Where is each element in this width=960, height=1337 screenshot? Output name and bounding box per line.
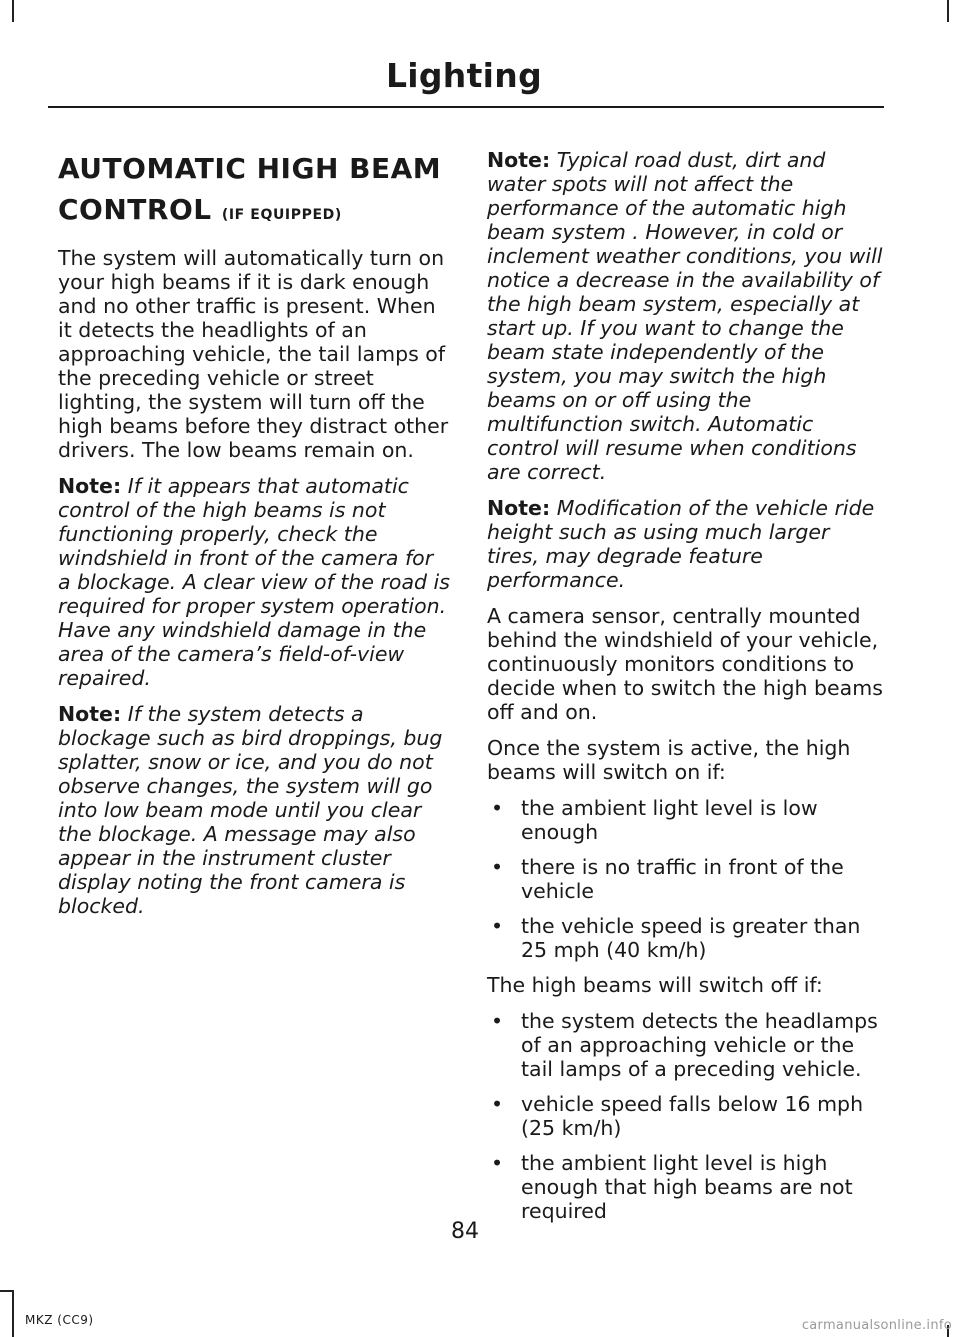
crop-mark-bottom-left	[12, 1290, 14, 1337]
right-column	[487, 148, 883, 1234]
note-label: Note:	[58, 474, 122, 498]
bullet-icon: •	[491, 914, 504, 938]
note-text: If the system detects a blockage such as bird droppings, bug splatter, snow or ice, and you do not observe changes, the system will go into low beam mode until you clear the blockage. A message may also appear in the instrument cluster display noting the front camera is blocked.	[58, 702, 443, 918]
list-item-text: the vehicle speed is greater than 25 mph (40 km/h)	[521, 914, 861, 962]
note-ride-height	[487, 496, 883, 592]
note-label: Note:	[58, 702, 122, 726]
footer-model-code: MKZ (CC9)	[25, 1313, 94, 1327]
note-label: Note:	[487, 496, 551, 520]
feature-heading	[58, 148, 450, 236]
switch-off-conditions	[487, 1009, 883, 1223]
watermark[interactable]: carmanualsonline.info	[801, 1318, 952, 1333]
switch-on-intro: Once the system is active, the high beams will switch on if:	[487, 736, 851, 784]
list-item-text: there is no traffic in front of the vehicle	[521, 855, 844, 903]
list-item	[487, 855, 883, 903]
header-divider	[48, 106, 884, 108]
note-text: If it appears that automatic control of the high beams is not functioning properly, check the windshield in front of the camera for a blockage. A clear view of the road is required for proper system operation. Have any windshield damage in the area of the camera’s field-of-view repaired.	[58, 474, 450, 690]
list-item-text: the ambient light level is low enough	[521, 796, 818, 844]
feature-heading-text: AUTOMATIC HIGH BEAM CONTROL	[58, 152, 442, 226]
note-label: Note:	[487, 148, 551, 172]
bullet-icon: •	[491, 855, 504, 879]
list-item-text: the system detects the headlamps of an approaching vehicle or the tail lamps of a preceding vehicle.	[521, 1009, 878, 1081]
note-text: Typical road dust, dirt and water spots will not affect the performance of the automatic high beam system . However, in cold or inclement weather conditions, you will notice a decrease in the availability of the high beam system, especially at start up. If you want to change the beam state independently of the system, you may switch the high beams on or off using the multifunction switch. Automatic control will resume when conditions are correct.	[487, 148, 883, 484]
bullet-icon: •	[491, 796, 504, 820]
section-title: Lighting	[385, 56, 542, 95]
list-item	[487, 914, 883, 962]
list-item	[487, 1151, 883, 1223]
feature-heading-suffix: (IF EQUIPPED)	[221, 207, 342, 223]
list-item	[487, 1092, 883, 1140]
list-item-text: the ambient light level is high enough that high beams are not required	[521, 1151, 853, 1223]
crop-mark-top-right	[947, 0, 949, 22]
bullet-icon: •	[491, 1009, 504, 1033]
intro-paragraph: The system will automatically turn on your high beams if it is dark enough and no other traffic is present. When it detects the headlights of an approaching vehicle, the tail lamps of the preceding vehicle or street lighting, the system will turn off the high beams before they distract other drivers. The low beams remain on.	[58, 246, 449, 462]
switch-off-intro: The high beams will switch off if:	[487, 973, 823, 997]
list-item-text: vehicle speed falls below 16 mph (25 km/h)	[521, 1092, 864, 1140]
switch-on-conditions	[487, 796, 883, 962]
note-text: Modification of the vehicle ride height such as using much larger tires, may degrade feature performance.	[487, 496, 875, 592]
note-blockage-check	[58, 474, 450, 690]
left-column	[58, 148, 450, 930]
note-blockage-detected	[58, 702, 450, 918]
bullet-icon: •	[491, 1092, 504, 1116]
list-item	[487, 1009, 883, 1081]
bullet-icon: •	[491, 1151, 504, 1175]
page-number: 84	[451, 1219, 479, 1244]
list-item	[487, 796, 883, 844]
note-weather	[487, 148, 883, 484]
crop-mark-top-left	[12, 0, 14, 22]
camera-sensor-paragraph: A camera sensor, centrally mounted behind the windshield of your vehicle, continuously monitors conditions to decide when to switch the high beams off and on.	[487, 604, 883, 724]
crop-mark-bottom-left-horizontal	[0, 1290, 12, 1292]
